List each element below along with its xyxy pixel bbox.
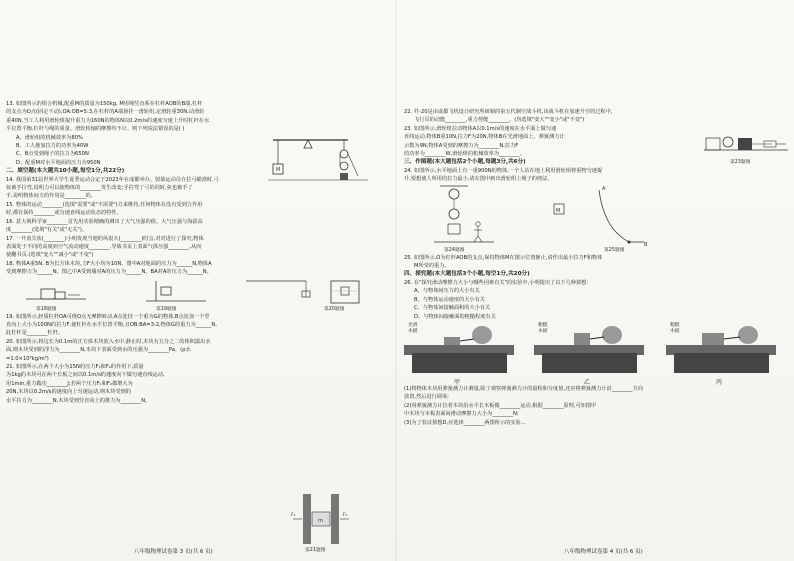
figures-18-20 [6, 277, 386, 313]
q13-option: B、工人施加拉力的功率为40W [16, 143, 89, 150]
q13-line: 平位置平衡,杠杆与绳的重量、滑轮转轴的摩擦均不计。则下列说法错误的是( ) [6, 126, 185, 133]
svg-text:F₂: F₂ [343, 513, 348, 518]
section-2-title: 二、填空题(本大题共10小题,每空1分,共22分) [6, 168, 125, 175]
q26-option: D、与物体间接触面的粗糙程度有关 [414, 313, 496, 320]
fig18-caption: 第18题图 [36, 306, 57, 312]
q26b-line: (1)将物体木块用弹簧测力计测量,除了观察弹簧测力计的量程和分度值,还应将弹簧测力计沿________方向 [404, 385, 643, 392]
board-label: 粗糙 [538, 322, 548, 328]
q26-option: A、与物体间压力的大小有关 [414, 288, 480, 295]
fill-line: 20N,木块以0.2m/s的速度向上匀速运动,则木块受到的 [6, 389, 131, 396]
fig21-caption: 第21题图 [305, 548, 326, 553]
q26b-line: (3)为了验证猜想D,应选择________两图所示的实验... [404, 419, 526, 426]
question-25 [404, 254, 784, 271]
fill-line: 时,都有保持________或匀速直线运动状态的特性。 [6, 210, 122, 217]
fill-line: 水平拉力为________N,木块受到竖直向上的推力为________N。 [6, 397, 151, 404]
q26b-line: 中木块与木板表面间滑动摩擦力大小为________N; [404, 411, 519, 418]
fill-line: =1.0×10³kg/m³) [6, 355, 49, 362]
fill-line: 受到摩擦力为______N。图乙中A受到墙对A的压力为______N。BA对A的压力为______N。 [6, 269, 212, 276]
q23-line: 直线运动,物体B重10N,拉力F为20N,物体B在光滑地面上。弹簧测力计 [404, 134, 565, 141]
fig24-caption: 第24题图 [444, 247, 465, 253]
board-label: 木板 [538, 328, 548, 334]
board-label: 木板 [670, 328, 680, 334]
q13-figure [268, 136, 368, 182]
q26-line: 26. 在"探究滑动摩擦力大小与哪些因素有关"的实验中,小明提出了以下几种猜想: [404, 279, 589, 286]
fig19-caption: 第19题图 [156, 306, 177, 312]
question-26-parts [404, 385, 788, 427]
fill-line: 手,说明物体间力的作用是________的。 [6, 193, 96, 200]
q23-figure [704, 128, 788, 168]
q25-line: M所受的重力。 [414, 263, 450, 270]
q26-option: C、与物体间接触面积的大小有关 [414, 305, 491, 312]
q22-line: 22. 歼-20是由成都飞机设计研究所研制的第五代制空战斗机,该战斗机在加速升空的过程中, [404, 109, 613, 115]
q23-line: 23. 如图所示,滑轮组拉动物体A以0.1m/s的速度在水平面上做匀速 [404, 125, 557, 132]
q21-figure [291, 494, 351, 554]
left-page [6, 100, 390, 557]
q26-option: B、与物体运动速度的大小有关 [414, 296, 485, 303]
board-label: 粗糙 [670, 322, 680, 328]
svg-text:A: A [602, 185, 606, 192]
q23-line: 示数为9N,物体A受到的摩擦力为________N,拉力F [404, 142, 519, 149]
fill-line: 使翻书页.(选填"变大""减小"或"不变") [6, 252, 94, 259]
fill-line: 弦被手拉弯,说明力可以使物体的________发生改变;手拉弯了弓的同时,弦也被手了 [6, 185, 193, 192]
fig-yi: 乙 [584, 378, 591, 386]
q13-line: 的支点为O点(固定不动),OA:OB=5:3,在杠杆的A端悬挂一滑轮组,定滑轮重30N,动滑轮 [6, 109, 205, 116]
question-24 [404, 167, 704, 184]
friction-experiment-figures [404, 321, 784, 385]
svg-text:m: m [318, 518, 323, 524]
q24-line: 升,要想使人所用的拉力最小,请在图中画出滑轮组上绳子的绕法。 [404, 176, 553, 183]
section-4-title: 四、探究题(本大题包括3个小题,每空1分,共20分) [404, 271, 530, 278]
q13-option: C、B点受到绳子的拉力为650N [16, 151, 89, 158]
fill-line: 此杠杆是________杠杆。 [6, 330, 64, 337]
fig20-caption: 第20题图 [324, 306, 345, 312]
fig23-caption: 第23题图 [730, 160, 751, 165]
q24-line: 24. 如图所示,水平地面上有一重900N的物体,一个人站在地上利用滑轮组将重物匀速提 [404, 167, 603, 174]
q13-option: D、配重M对水平地面的压力为950N [16, 159, 101, 166]
right-page [404, 108, 790, 557]
fill-questions [6, 176, 306, 277]
fig-bing: 丙 [716, 378, 723, 386]
q22-line: 飞行员的动能________,重力势能________。(均选填"变大""变小"或"不变") [414, 117, 585, 124]
q25-line: 25. 如图所示,O为杠杆AOB的支点,保持物体M在图示位置静止,请作出最小拉力F和物体 [404, 254, 603, 261]
svg-text:B: B [644, 241, 648, 248]
q23-line: 的功率为________W,滑轮组的机械效率为________。 [404, 151, 525, 158]
fill-line: 表面处于不同的高度而空气流动速度________,导致书页上表面气体压强________,从而 [6, 243, 202, 250]
question-13 [6, 100, 266, 167]
fill-line: 21. 如图所示,在两个大小为15N的压力F₁和F₂的作用下,质量 [6, 363, 144, 370]
fill-line: 面,则木块受到的浮力为________N,木块下表面受到水的压强为________Pa。(ρ水 [6, 347, 191, 354]
fill-line: 18. 物体A重5N, B为长方体木块,力F大小均为10N。图中A对地面的压力为______N,物体A [6, 260, 212, 267]
fill-line: 为1kg的木块可在两个长板之间以0.1m/s的速度向下做匀速直线运动, [6, 372, 165, 379]
fill-line: 用1min,重力做功________J;若两个压力F₁和F₂都增大为 [6, 380, 133, 387]
fill-questions-2 [6, 313, 276, 405]
q13-line: 重40N,当工人利用滑轮组提升重力为160N的物体N以0.2m/s的速度匀速上升时杠杆在水 [6, 117, 210, 124]
fill-line: 20. 如图所示,将边长为0.1m的正方体木块放入水中,静止时,木块有五分之二的体积露出水 [6, 338, 211, 345]
question-26 [404, 279, 784, 321]
svg-text:F₁: F₁ [291, 513, 296, 518]
left-footer: 八年级物理试卷第 3 页(共 6 页) [134, 549, 213, 555]
q13-option: A、滑轮组的机械效率为80% [16, 134, 83, 141]
figures-24-25 [404, 184, 784, 254]
svg-text:M: M [276, 167, 281, 173]
board-label: 光滑 [408, 322, 418, 328]
right-footer: 八年级物理试卷第 4 页(共 6 页) [564, 549, 643, 555]
fig-jia: 甲 [454, 378, 461, 386]
fill-line: 15. 物体的运动________(选填"需要"或"不需要")力来维持,任何物体在没有受到力作用 [6, 201, 203, 208]
section-3-title: 三、作图题(本大题包括2个小题,每题3分,共6分) [404, 159, 526, 166]
fill-line: 14. 我国第31届世界大学生夏季运动会定于2023年在成都举办。射箭运动员在拉弓瞄准时,弓 [6, 176, 219, 183]
fill-line: 17. 一升消失状(________)小明发现当地的风很大(________)时会,对对进行了探究,物体 [6, 235, 204, 242]
fig25-caption: 第25题图 [604, 247, 625, 253]
fill-line: 16. 意大利科学家________首先用实验精确的测出了大气压强的值。大气压强与海拔高 [6, 218, 203, 225]
fill-line: 度________(选填"有关"或"无关")。 [6, 227, 88, 234]
svg-text:M: M [556, 207, 561, 214]
board-label: 木板 [408, 328, 418, 334]
fill-line: 直向上大小为100N的拉力F,使杠杆在水平位置平衡,且OB:BA=3:2,物体G的重力为______N, [6, 321, 217, 328]
q26b-line: (2)用弹簧测力计拉着木块沿水平长木板做________运动,根据________原理,可知图甲 [404, 402, 597, 409]
q13-line: 13. 如图所示的组合机械,配重M的质量为150kg, M用绳竖直系在杠杆AOB的B端,杠杆 [6, 101, 203, 107]
page-fold [395, 0, 397, 561]
fill-line: 19. 如图所示,轻质杠杆OA可绕O点无摩擦转动,A点处挂一个重为G的物体,B点处加一个竖 [6, 313, 210, 320]
q26b-line: 放置,然后进行调零; [404, 394, 449, 401]
